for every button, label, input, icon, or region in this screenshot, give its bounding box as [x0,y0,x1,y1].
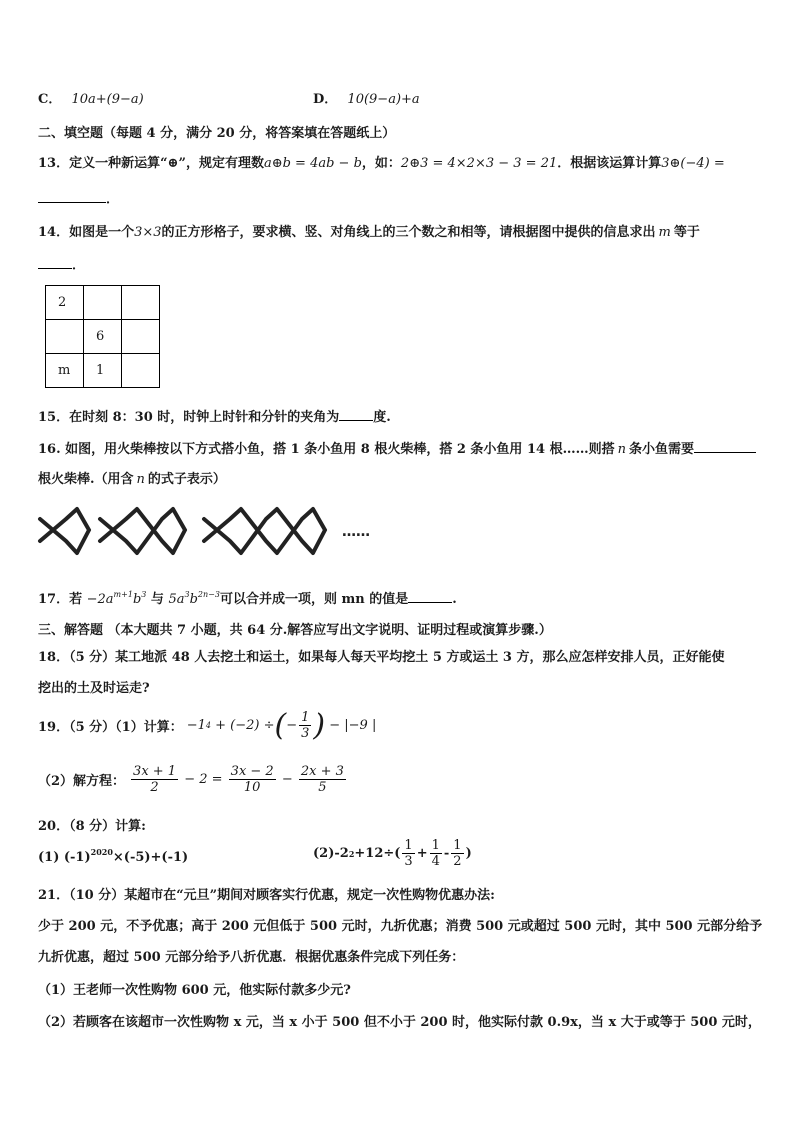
option-d-expression: 10(9−a)+a [347,92,420,107]
q17-answer-blank[interactable] [408,588,452,603]
q17-mid: 与 [150,592,164,607]
question-14 [38,221,700,240]
q20-part-1-expression: $(-1)^{2020}\times(-5)+(-1)$ [63,847,189,865]
section-3-title: 三、解答题 （本大题共 7 小题，共 64 分.解答应写出文字说明、证明过程或演算步骤.） [38,623,552,638]
fish-group-3 [204,509,325,553]
q12-option-d [313,88,420,107]
question-20: 20．（8 分）计算: [38,819,146,834]
question-19-part-1 [38,708,376,743]
question-18-line-2: 挖出的土及时运走? [38,681,150,696]
q14-answer-line [38,254,85,273]
q13-answer-blank[interactable] [38,188,106,203]
question-13 [38,152,725,171]
q14-answer-blank[interactable] [38,254,72,269]
q16-text-1: 16. 如图，用火柴棒按以下方式搭小鱼，搭 1 条小鱼用 8 根火柴棒，搭 2 条小鱼用 14 根……则搭 [38,442,615,457]
q13-text-1: 13．定义一种新运算“⊕”，规定有理数 [38,156,264,171]
q13-text-3: ．根据该运算计算 [557,156,662,171]
q14-text-3: 等于 [673,225,700,240]
grid-cell [84,286,122,320]
option-c-expression: 10a+(9−a) [71,92,144,107]
grid-cell: 2 [46,286,84,320]
q16-text-3: 根火柴棒.（用含 [38,472,134,487]
q15-end: 度. [373,410,391,425]
q14-end: ． [72,258,86,273]
q16-line-2 [38,468,226,487]
q19-part-1-label: 19．（5 分）（1）计算： [38,720,183,735]
grid-cell [46,320,84,354]
q17-suffix: 可以合并成一项，则 mn 的值是 [219,592,409,607]
q19-equation: $\frac{3x + 1}{2}$ − 2 = $\frac{3x - 2}{10}$ − $\frac{2x + 3}{5}$ [133,764,344,795]
question-15 [38,406,391,425]
q12-option-c [38,88,144,107]
q16-text-4: 的式子表示） [147,472,226,487]
fish-continuation-dots: …… [342,524,370,540]
q13-definition: a⊕b = 4ab − b [263,156,362,171]
q17-prefix: 17．若 [38,592,83,607]
q14-text-2: 的正方形格子，要求横、竖、对角线上的三个数之和相等，请根据图中提供的信息求出 [161,225,656,240]
matchstick-fish-figure [36,503,396,563]
fish-group-2 [100,509,185,553]
q19-part-2-label: （2）解方程： [38,774,126,789]
grid-cell: 1 [84,354,122,388]
grid-cell [122,320,160,354]
grid-cell [122,286,160,320]
q15-answer-blank[interactable] [339,406,373,421]
q13-end: ． [106,192,120,207]
option-c-label: C． [38,92,62,107]
q16-text-2: 条小鱼需要 [628,442,694,457]
magic-square-grid [45,285,160,388]
q13-answer-line [38,188,119,207]
question-21-task-1: （1）王老师一次性购物 600 元，他实际付款多少元? [38,983,351,998]
option-d-label: D． [313,92,338,107]
q20-part-1 [38,847,188,865]
question-21-line-2: 少于 200 元，不予优惠；高于 200 元但低于 500 元时，九折优惠；消费 500 元或超过 500 元时，其中 500 元部分给予 [38,919,763,934]
q15-text: 15．在时刻 8：30 时，时钟上时针和分针的夹角为 [38,410,340,425]
grid-cell: 6 [84,320,122,354]
question-19-part-2 [38,764,348,795]
q20-part-2-label: (2) [313,846,335,861]
q17-end: . [452,592,457,607]
question-21-task-2: （2）若顾客在该超市一次性购物 x 元，当 x 小于 500 但不小于 200 时，他实际付款 0.9x，当 x 大于或等于 500 元时， [38,1015,761,1030]
q14-variable: m [658,225,671,240]
question-18-line-1: 18．（5 分）某工地派 48 人去挖土和运土，如果每人每天平均挖土 5 方或运土 3 方，那么应怎样安排人员，正好能使 [38,650,725,665]
fish-1 [40,509,89,553]
grid-cell: m [46,354,84,388]
q20-part-2-expression: -2 2 +12÷( $\frac{1}{3}$ + $\frac{1}{4}$ - $\frac{1}{2}$ ) [334,838,472,869]
q20-part-2 [313,838,472,869]
q17-term-2: $5a^3b^{2n-3}$ [168,590,220,607]
q17-term-1: $-2a^{m+1}b^3$ [86,590,147,607]
section-2-title: 二、填空题（每题 4 分，满分 20 分，将答案填在答题纸上） [38,126,396,141]
q20-part-1-label: (1) [38,850,60,865]
question-16 [38,438,756,457]
q13-task: 3⊕(−4) = [661,156,725,171]
question-21-line-3: 九折优惠，超过 500 元部分给予八折优惠．根据优惠条件完成下列任务： [38,950,465,965]
q13-text-2: ，如： [361,156,401,171]
q19-expression: −1 4 + (−2) ÷ ( − $\frac{1}{3}$ ) − |−9 | [186,708,377,743]
grid-cell [122,354,160,388]
q14-text-1: 14．如图是一个 [38,225,135,240]
question-17 [38,588,457,607]
q13-example: 2⊕3 = 4×2×3 − 3 = 21 [400,156,558,171]
q16-variable: n [617,442,626,457]
question-21-line-1: 21．（10 分）某超市在“元旦”期间对顾客实行优惠，规定一次性购物优惠办法: [38,888,495,903]
q14-size: 3×3 [134,225,162,240]
q16-answer-blank[interactable] [694,438,756,453]
q16-variable-2: n [136,472,145,487]
